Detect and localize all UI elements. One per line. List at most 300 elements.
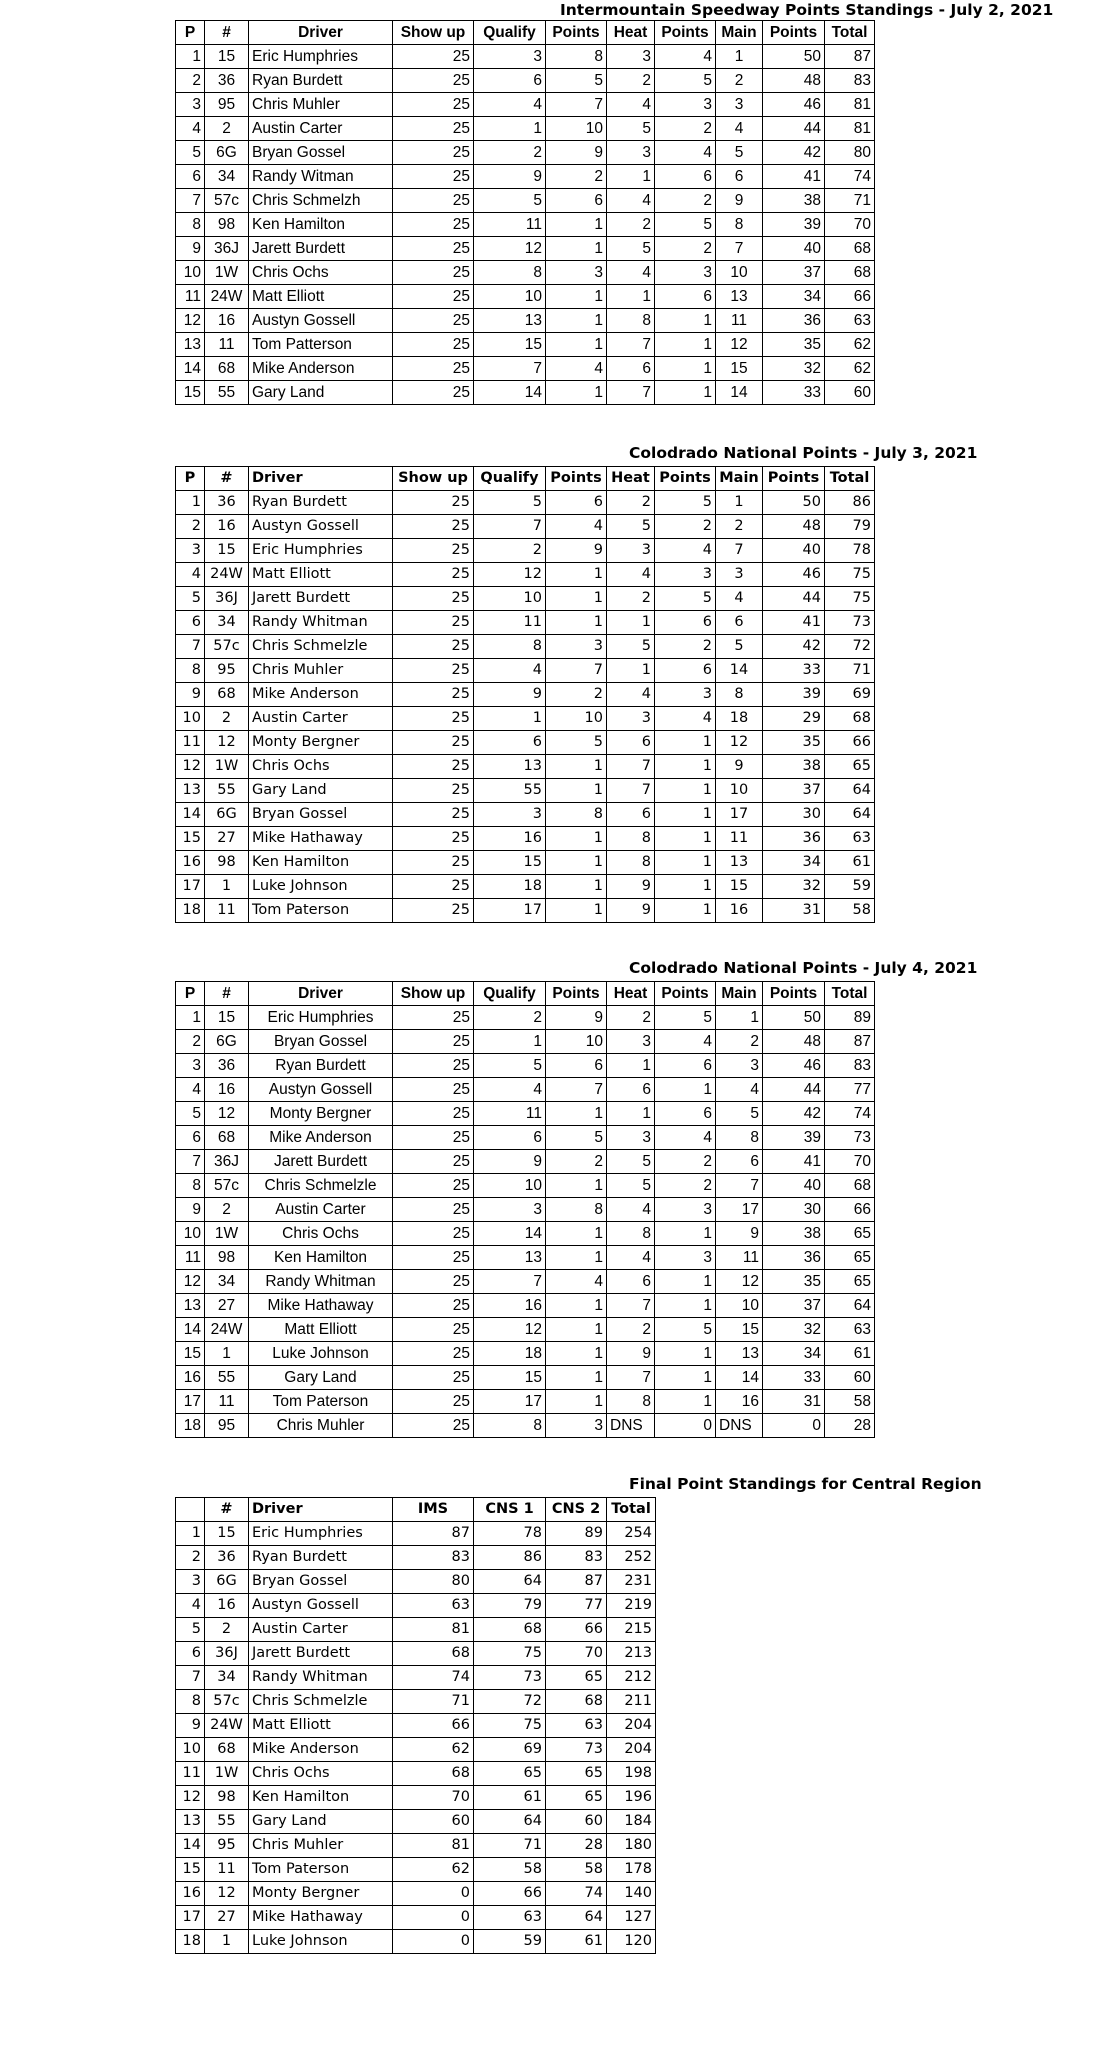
table-cell: 6 [607,1078,655,1102]
table-cell: 6 [474,69,546,93]
table-cell: Austin Carter [249,1198,393,1222]
table-cell: 15 [176,827,205,851]
table-cell: 17 [176,875,205,899]
table-cell: 25 [393,779,474,803]
table-cell: 1 [716,1006,763,1030]
table-cell: 196 [607,1786,656,1810]
table-cell: 79 [825,515,875,539]
table-row [176,827,875,851]
table-cell: 66 [825,731,875,755]
table-cell: 213 [607,1642,656,1666]
table-cell: 33 [763,1366,825,1390]
table-cell: 4 [176,1594,205,1618]
table-cell: 11 [716,1246,763,1270]
column-header: Points [546,467,607,491]
table-cell: Mike Hathaway [249,1294,393,1318]
table-cell: 5 [546,69,607,93]
table-cell: 12 [205,731,249,755]
table-row [176,1762,656,1786]
table-cell: 66 [393,1714,474,1738]
table-cell: 15 [474,333,546,357]
table-cell: 12 [176,1786,205,1810]
table-cell: 1 [176,491,205,515]
table-cell: 60 [393,1810,474,1834]
table-cell: 16 [205,1078,249,1102]
column-header: Points [763,982,825,1006]
table-row [176,803,875,827]
column-header: Total [825,21,875,45]
table-cell: 37 [763,261,825,285]
table-cell: 38 [763,189,825,213]
table-cell: 62 [393,1738,474,1762]
table-cell: DNS [607,1414,655,1438]
table-cell: 2 [607,1006,655,1030]
table-cell: 37 [763,1294,825,1318]
table-cell: 5 [607,1174,655,1198]
table-cell: 10 [546,117,607,141]
table-cell: 25 [393,827,474,851]
table-cell: Mike Anderson [249,1126,393,1150]
table-row [176,1222,875,1246]
table-cell: 25 [393,213,474,237]
table-cell: 11 [716,827,763,851]
table-cell: 3 [716,1054,763,1078]
table-cell: Chris Schmelzle [249,1690,393,1714]
column-header: # [205,21,249,45]
table-cell: 5 [655,69,716,93]
table-cell: 7 [176,635,205,659]
table-cell: 66 [546,1618,607,1642]
table-cell: 5 [716,141,763,165]
table-cell: Eric Humphries [249,45,393,69]
table-cell: 75 [825,587,875,611]
table-row [176,309,875,333]
table-cell: 0 [393,1882,474,1906]
table-cell: 3 [176,93,205,117]
table-cell: 9 [716,1222,763,1246]
column-header: Show up [393,467,474,491]
table-cell: 17 [474,899,546,923]
table-cell: 1 [546,587,607,611]
table-cell: 46 [763,1054,825,1078]
table-cell: 65 [825,755,875,779]
table-cell: 69 [825,683,875,707]
table-row [176,707,875,731]
table-cell: 3 [176,539,205,563]
table-cell: 2 [546,165,607,189]
table-cell: 25 [393,381,474,405]
table-cell: Randy Whitman [249,1666,393,1690]
table-cell: 2 [474,141,546,165]
table-cell: 62 [393,1858,474,1882]
table-cell: 5 [176,141,205,165]
table-cell: 6 [176,1642,205,1666]
table-cell: 9 [607,899,655,923]
table-cell: 8 [474,635,546,659]
table-cell: 4 [546,357,607,381]
table-cell: 1 [546,611,607,635]
table-cell: 58 [474,1858,546,1882]
table-cell: 6G [205,803,249,827]
table-cell: 4 [607,1246,655,1270]
table-cell: 81 [825,93,875,117]
table-cell: 1 [546,1222,607,1246]
table-cell: 6 [655,1102,716,1126]
table-cell: Ken Hamilton [249,851,393,875]
table-cell: 1 [546,1342,607,1366]
table-row [176,755,875,779]
table-cell: 5 [607,515,655,539]
table-cell: 8 [607,827,655,851]
column-header: Qualify [474,21,546,45]
table-cell: 65 [825,1270,875,1294]
table-cell: 204 [607,1714,656,1738]
table-cell: 25 [393,539,474,563]
table-cell: 12 [176,1270,205,1294]
table-cell: 13 [176,333,205,357]
table-row [176,1882,656,1906]
table-cell: 8 [176,213,205,237]
table-cell: 9 [176,683,205,707]
table-cell: 95 [205,659,249,683]
table-cell: 74 [825,165,875,189]
table-cell: Eric Humphries [249,539,393,563]
table-cell: 77 [546,1594,607,1618]
table-row [176,1174,875,1198]
table-cell: 5 [655,213,716,237]
table-cell: 12 [205,1102,249,1126]
table-cell: 178 [607,1858,656,1882]
table-cell: 6 [607,803,655,827]
table-cell: 4 [716,587,763,611]
table-cell: 66 [474,1882,546,1906]
table-cell: 25 [393,1246,474,1270]
table-cell: Chris Ochs [249,1222,393,1246]
table-cell: 4 [655,539,716,563]
table-cell: 65 [825,1246,875,1270]
table-cell: 15 [205,539,249,563]
table-cell: 1 [655,827,716,851]
column-header: Total [825,467,875,491]
table-cell: 12 [474,563,546,587]
table-cell: 12 [176,755,205,779]
column-header: CNS 1 [474,1498,546,1522]
table-cell: 2 [205,707,249,731]
column-header: Show up [393,982,474,1006]
table-cell: 9 [607,1342,655,1366]
table-cell: 5 [716,1102,763,1126]
table-cell: 3 [546,635,607,659]
column-header: Points [655,982,716,1006]
column-header: CNS 2 [546,1498,607,1522]
table-row [176,515,875,539]
column-header: Heat [607,467,655,491]
table-cell: 48 [763,69,825,93]
table-cell: 64 [474,1570,546,1594]
table-cell: 15 [205,1522,249,1546]
table-row [176,1690,656,1714]
table-cell: 68 [205,683,249,707]
table-cell: Chris Ochs [249,261,393,285]
table-cell: 63 [393,1594,474,1618]
table-cell: 1 [716,491,763,515]
table-cell: 0 [393,1930,474,1954]
table-cell: Eric Humphries [249,1522,393,1546]
table-cell: 25 [393,635,474,659]
table-cell: 3 [607,141,655,165]
table-cell: 34 [205,1270,249,1294]
table-row [176,1522,656,1546]
table-cell: 2 [474,539,546,563]
table-cell: 10 [546,1030,607,1054]
table-cell: 4 [716,117,763,141]
table-cell: 78 [825,539,875,563]
cns1-standings-title: Colodrado National Points - July 3, 2021 [629,444,978,462]
table-cell: 28 [546,1834,607,1858]
table-cell: 2 [176,1546,205,1570]
table-cell: 3 [655,1198,716,1222]
column-header: Points [763,467,825,491]
table-cell: 11 [474,213,546,237]
table-cell: 5 [176,1618,205,1642]
table-cell: 65 [546,1786,607,1810]
table-row [176,165,875,189]
table-cell: 74 [393,1666,474,1690]
table-row [176,381,875,405]
table-cell: 31 [763,1390,825,1414]
table-cell: 219 [607,1594,656,1618]
table-cell: 35 [763,731,825,755]
table-cell: 3 [607,539,655,563]
column-header: P [176,21,205,45]
table-row [176,45,875,69]
table-cell: 81 [393,1834,474,1858]
table-cell: 25 [393,683,474,707]
table-cell: 87 [825,1030,875,1054]
table-cell: 79 [474,1594,546,1618]
table-cell: 28 [825,1414,875,1438]
table-cell: 5 [607,117,655,141]
table-cell: Ryan Burdett [249,1054,393,1078]
column-header: Driver [249,467,393,491]
table-row [176,1858,656,1882]
table-cell: 25 [393,1126,474,1150]
table-row [176,69,875,93]
table-cell: 3 [474,1198,546,1222]
table-cell: 60 [825,1366,875,1390]
table-row [176,1246,875,1270]
table-cell: 73 [474,1666,546,1690]
table-cell: 14 [716,381,763,405]
table-cell: 16 [205,309,249,333]
table-cell: 231 [607,1570,656,1594]
table-cell: 58 [546,1858,607,1882]
table-cell: 35 [763,1270,825,1294]
table-cell: 2 [716,69,763,93]
table-row [176,213,875,237]
table-cell: 61 [825,851,875,875]
table-cell: Gary Land [249,381,393,405]
table-cell: 17 [716,803,763,827]
header-row [176,982,875,1006]
table-cell: 6 [176,165,205,189]
table-cell: 14 [474,381,546,405]
table-cell: 33 [763,381,825,405]
table-row [176,1618,656,1642]
table-cell: 25 [393,93,474,117]
table-cell: 7 [607,755,655,779]
table-cell: 7 [546,1078,607,1102]
table-cell: 5 [176,1102,205,1126]
table-cell: 1 [607,165,655,189]
table-cell: 34 [763,851,825,875]
table-cell: Gary Land [249,1366,393,1390]
table-cell: Matt Elliott [249,1714,393,1738]
table-cell: 7 [546,93,607,117]
table-cell: 25 [393,1198,474,1222]
table-cell: 16 [474,1294,546,1318]
table-cell: 1 [546,333,607,357]
table-cell: 8 [607,309,655,333]
table-cell: 5 [655,1318,716,1342]
table-cell: 13 [474,1246,546,1270]
column-header: Show up [393,21,474,45]
table-cell: 68 [825,237,875,261]
table-cell: Gary Land [249,779,393,803]
column-header: Heat [607,21,655,45]
table-cell: 3 [607,1126,655,1150]
table-cell: Mike Anderson [249,683,393,707]
table-cell: 38 [763,1222,825,1246]
table-row [176,285,875,309]
table-cell: 1 [655,779,716,803]
table-cell: 65 [546,1762,607,1786]
table-cell: 32 [763,357,825,381]
table-cell: 2 [176,1030,205,1054]
table-cell: 25 [393,1102,474,1126]
table-cell: Jarett Burdett [249,1150,393,1174]
table-cell: 198 [607,1762,656,1786]
column-header: # [205,1498,249,1522]
table-cell: 3 [546,1414,607,1438]
header-row [176,21,875,45]
table-cell: 7 [474,1270,546,1294]
table-cell: 8 [176,659,205,683]
table-cell: Mike Anderson [249,357,393,381]
table-cell: 17 [474,1390,546,1414]
table-cell: 14 [716,1366,763,1390]
table-cell: 34 [205,611,249,635]
table-cell: 68 [393,1642,474,1666]
table-cell: 70 [546,1642,607,1666]
table-cell: 2 [655,189,716,213]
table-cell: 6 [655,285,716,309]
table-cell: 10 [176,1222,205,1246]
table-cell: 4 [607,563,655,587]
table-cell: 7 [716,237,763,261]
table-cell: 59 [474,1930,546,1954]
table-cell: 1 [546,1294,607,1318]
table-cell: 5 [716,635,763,659]
table-cell: 55 [205,1366,249,1390]
table-cell: 61 [474,1786,546,1810]
table-cell: 18 [176,899,205,923]
table-cell: 6G [205,1570,249,1594]
table-cell: 6 [655,165,716,189]
table-cell: 15 [205,1006,249,1030]
table-cell: 11 [176,285,205,309]
table-cell: 71 [474,1834,546,1858]
table-cell: 25 [393,1054,474,1078]
table-cell: 11 [176,1762,205,1786]
table-cell: 25 [393,1078,474,1102]
table-cell: 24W [205,285,249,309]
table-cell: 1 [176,1522,205,1546]
table-cell: 25 [393,309,474,333]
table-cell: 25 [393,707,474,731]
table-row [176,1030,875,1054]
table-row [176,1318,875,1342]
table-cell: Matt Elliott [249,1318,393,1342]
table-cell: 61 [546,1930,607,1954]
table-cell: 87 [546,1570,607,1594]
table-cell: 78 [474,1522,546,1546]
table-cell: 1 [655,1222,716,1246]
table-cell: Eric Humphries [249,1006,393,1030]
table-cell: DNS [716,1414,763,1438]
table-cell: 68 [825,261,875,285]
table-cell: 8 [607,1222,655,1246]
table-cell: 5 [655,587,716,611]
table-cell: 68 [393,1762,474,1786]
table-cell: 0 [393,1906,474,1930]
table-cell: 6 [716,1150,763,1174]
table-cell: Chris Ochs [249,755,393,779]
table-row [176,1006,875,1030]
table-cell: 39 [763,213,825,237]
table-cell: 25 [393,1222,474,1246]
table-cell: 6 [716,611,763,635]
table-cell: 6 [716,165,763,189]
table-cell: 64 [825,1294,875,1318]
table-cell: 15 [716,875,763,899]
table-cell: 8 [716,1126,763,1150]
table-row [176,1102,875,1126]
table-cell: 30 [763,1198,825,1222]
table-cell: 34 [205,165,249,189]
table-cell: 3 [607,1030,655,1054]
table-cell: 25 [393,117,474,141]
table-cell: Austyn Gossell [249,309,393,333]
table-cell: 1 [205,1342,249,1366]
table-cell: 57c [205,1174,249,1198]
table-cell: 127 [607,1906,656,1930]
table-cell: 58 [825,1390,875,1414]
table-cell: 60 [546,1810,607,1834]
table-cell: 14 [176,1834,205,1858]
table-cell: 4 [474,659,546,683]
table-cell: 1 [205,1930,249,1954]
table-cell: 98 [205,213,249,237]
ims-standings-title: Intermountain Speedway Points Standings - July 2, 2021 [560,1,1054,19]
table-cell: 25 [393,189,474,213]
table-cell: 1 [607,285,655,309]
table-cell: 1 [546,237,607,261]
table-cell: 62 [825,333,875,357]
table-cell: 10 [474,1174,546,1198]
table-cell: 11 [205,1390,249,1414]
table-cell: 55 [205,381,249,405]
